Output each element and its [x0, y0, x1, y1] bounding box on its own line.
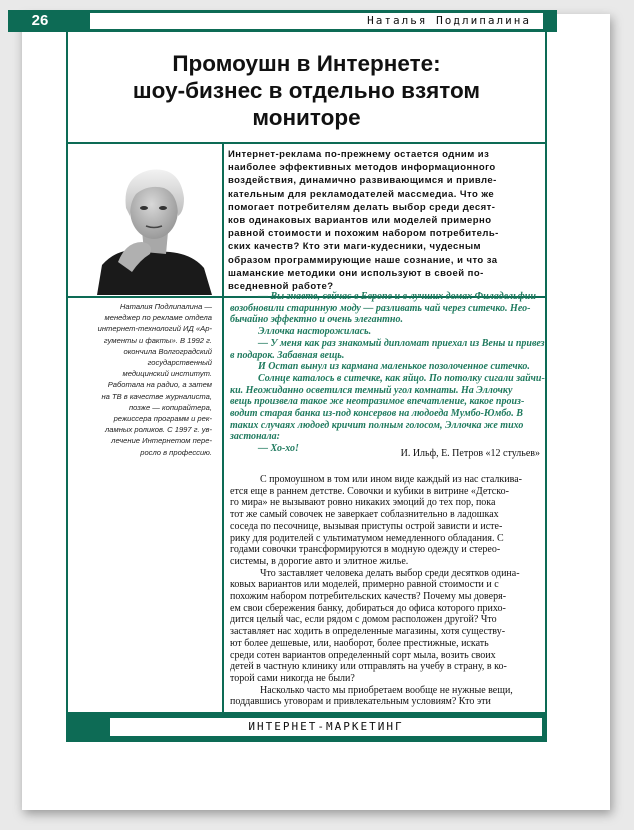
- column-divider: [222, 142, 224, 712]
- author-box: [90, 13, 543, 29]
- caption-line: интернет-технологий ИД «Ар-: [97, 324, 212, 334]
- section-box: [110, 718, 542, 736]
- caption-line: государственный: [147, 358, 212, 368]
- page-number: 26: [31, 12, 49, 29]
- lead-line: ских качеств? Кто эти маги-кудесники, чудесным: [228, 241, 481, 253]
- author-name: Наталья Подлипалина: [367, 14, 531, 27]
- body-line: заставляет нас ходить в определенные магазины, хотя существу-: [230, 626, 506, 638]
- caption-line: позже — копирайтера,: [128, 402, 212, 412]
- lead-line: помогает потребителям делать выбор среди десят-: [228, 201, 496, 213]
- body-line: среди сотен вариантов определенный сорт мыла, возить своих: [230, 649, 496, 661]
- lead-line: образом программирующие наше сознание, и что за: [228, 254, 498, 266]
- epigraph-line: в подарок. Забавная вещь.: [230, 349, 345, 361]
- lead-paragraph: [228, 148, 540, 293]
- section-name: ИНТЕРНЕТ-МАРКЕТИНГ: [248, 720, 404, 733]
- body-line: го мира» не вызывают ровно никаких эмоций до тех пор, пока: [230, 497, 496, 509]
- epigraph-line: Эллочка насторожилась.: [258, 326, 372, 338]
- body-line: детей в частную клинику или отправлять на учебу в страну, в ко-: [230, 661, 507, 673]
- caption-line: лечение Интернетом пере-: [111, 436, 212, 446]
- caption-line: режиссера программ и рек-: [113, 414, 212, 424]
- author-photo: [92, 150, 217, 295]
- epigraph: [230, 291, 545, 455]
- body-line: дится целый час, если рядом с домом расположен другой? Что: [230, 614, 497, 626]
- article-title: [68, 50, 545, 131]
- portrait-illustration: [92, 150, 217, 295]
- body-line: ковых вариантов или моделей, примерно равной стоимости и с: [230, 579, 499, 591]
- body-line: ют более дешевые, или, наоборот, более престижные, искать: [230, 637, 489, 649]
- lead-line: равной стоимости и похожим набором потребитель-: [228, 228, 499, 240]
- lead-line: вседневной работе?: [228, 281, 334, 293]
- epigraph-line: — Вы знаете, сейчас в Европе и в лучших домах Филадельфии: [258, 291, 536, 302]
- lead-line: воздействия, динамично развивающимся и привле-: [228, 175, 497, 187]
- body-line: годами совочки трансформируются в модную одежду и стерео-: [230, 544, 501, 556]
- author-caption: [70, 301, 212, 458]
- epigraph-line: возобновили старинную моду — разливать чай через ситечко. Нео-: [230, 302, 531, 314]
- body-line: торой сами никогда не были?: [230, 672, 355, 684]
- epigraph-line: вещь произвела такое же неотразимое впечатление, какое произ-: [230, 396, 525, 408]
- body-line: Что заставляет человека делать выбор среди десятков одина-: [260, 567, 520, 579]
- caption-line: на ТВ в качестве журналиста,: [101, 391, 212, 401]
- title-line: мониторе: [252, 105, 361, 130]
- epigraph-line: таких случаях людоед кричит полным голосом, Эллочка же тихо: [230, 419, 524, 431]
- title-divider: [66, 142, 547, 144]
- caption-line: Наталия Подлипалина —: [119, 302, 212, 311]
- body-line: похожим набором потребительских качеств? Почему мы доверя-: [230, 591, 507, 603]
- lead-line: наиболее эффективных методов информационного: [228, 162, 496, 174]
- caption-line: росло в профессию.: [140, 447, 212, 457]
- body-line: С промоушном в том или ином виде каждый из нас сталкива-: [260, 474, 522, 485]
- epigraph-line: — У меня как раз знакомый дипломат приехал из Вены и привез: [258, 337, 545, 349]
- caption-line: гументы и факты». В 1992 г.: [103, 335, 212, 345]
- body-line: рику для родителей с ультиматумом немедленного обладания. С: [230, 532, 504, 544]
- caption-line: ламных роликов. С 1997 г. ув-: [104, 425, 212, 435]
- body-text: [230, 474, 540, 708]
- epigraph-line: И Остап вынул из кармана маленькое позолоченное ситечко.: [258, 361, 530, 373]
- body-line: соседа по песочнице, вызывая приступы острой зависти и истe-: [230, 520, 503, 532]
- epigraph-attribution: И. Ильф, Е. Петров «12 стульев»: [400, 448, 540, 459]
- body-line: ем свои сбережения банку, добираться до офиса которого прихо-: [230, 602, 506, 614]
- lead-line: шаманские методики они используют в своей по-: [228, 267, 484, 279]
- caption-line: менеджер по рекламе отдела: [104, 313, 212, 323]
- epigraph-line: Солнце каталось в ситечке, как яйцо. По потолку сигали зайчи-: [258, 372, 545, 384]
- body-line: поддавшись уговорам и привлекательным условиям? Кто эти: [230, 696, 491, 708]
- title-line: шоу-бизнес в отдельно взятом: [132, 78, 481, 103]
- body-line: ется еще в раннем детстве. Совочки и кубики в витрине «Детско-: [230, 485, 509, 497]
- epigraph-line: бычайно эффектно и очень элегантно.: [230, 314, 403, 326]
- body-line: тот же самый совочек не заверкает соблазнительно в ладошках: [230, 509, 499, 521]
- epigraph-line: водит старая банка из-под консервов на людоеда Мумбо-Юмбо. В: [230, 408, 523, 420]
- lead-line: кательным для рекламодателей массмедиа. Что же: [228, 188, 495, 200]
- title-line: Промоушн в Интернете:: [172, 51, 441, 76]
- epigraph-line: застонала:: [230, 431, 280, 443]
- lead-line: Интернет-реклама по-прежнему остается одним из: [228, 149, 490, 160]
- caption-line: Работала на радио, а затем: [107, 380, 212, 390]
- caption-line: окончила Волгоградский: [123, 346, 212, 356]
- lead-line: ков одинаковых вариантов или моделей примерно: [228, 215, 492, 227]
- body-line: Насколько часто мы приобретаем вообще не нужные вещи,: [260, 684, 513, 696]
- epigraph-line: — Хо-хо!: [258, 443, 299, 455]
- body-line: системы, в дорогие авто и элитное жилье.: [230, 555, 409, 567]
- caption-line: медицинский институт.: [122, 369, 212, 379]
- epigraph-line: ки. Неожиданно осветился темный угол комнаты. На Эллочку: [230, 384, 513, 396]
